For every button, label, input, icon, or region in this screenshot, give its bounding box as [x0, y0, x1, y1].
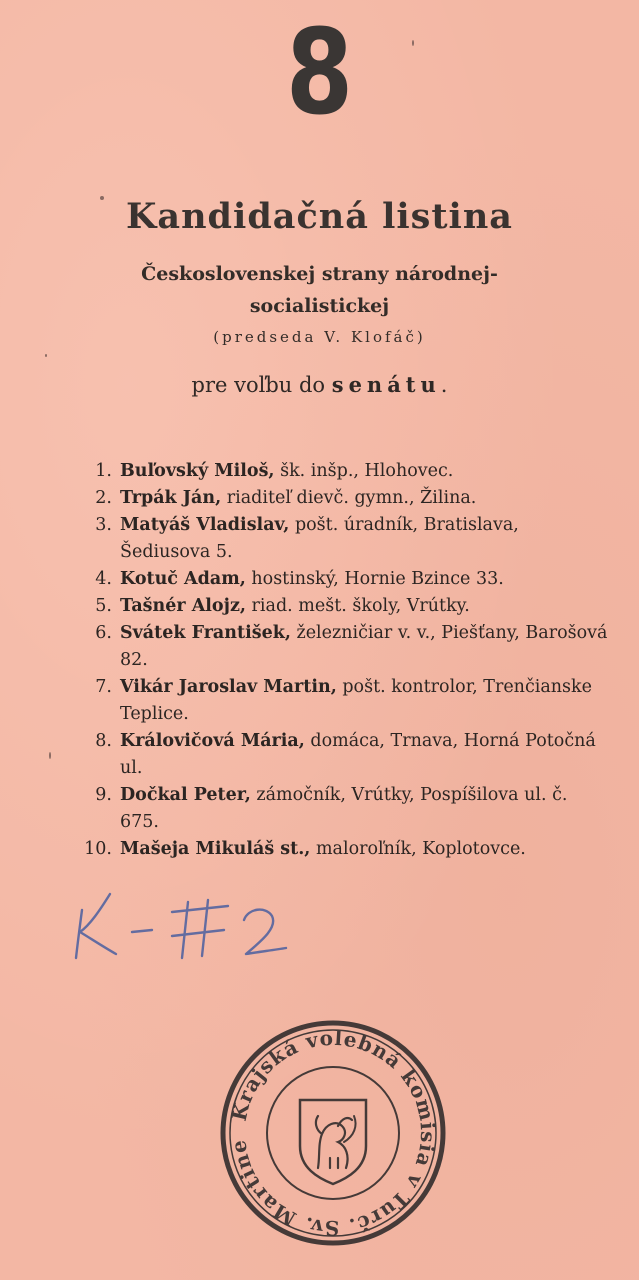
candidate-number: 1. [95, 461, 112, 481]
candidate-name: Dočkal Peter, [120, 785, 251, 805]
paper-speck [100, 196, 104, 200]
candidate-number: 7. [95, 677, 112, 697]
election-type [0, 372, 639, 397]
candidate-details: pošt. kontrolor, Trenčianske Teplice. [120, 677, 592, 724]
candidate-name: Vikár Jaroslav Martin, [120, 677, 337, 697]
party-name-line-1: Československej strany národnej- [141, 263, 498, 285]
candidate-details: pošt. úradník, Bratislava, Šediusova 5. [120, 515, 519, 562]
candidate-item [68, 593, 608, 620]
candidate-details: zámočník, Vrútky, Pospíšilova ul. č. 675. [120, 785, 568, 832]
candidate-number: 5. [95, 596, 112, 616]
candidate-item [68, 485, 608, 512]
candidate-name: Tašnér Alojz, [120, 596, 246, 616]
party-name-line-2: socialistickej [249, 295, 390, 317]
candidate-name: Trpák Ján, [120, 488, 222, 508]
candidate-item [68, 620, 608, 674]
election-suffix: . [440, 373, 448, 397]
candidate-details: železničiar v. v., Piešťany, Barošová 82. [120, 623, 608, 670]
candidate-name: Královičová Mária, [120, 731, 305, 751]
candidate-item [68, 836, 608, 863]
candidate-number: 10. [84, 839, 112, 859]
candidate-name: Kotuč Adam, [120, 569, 246, 589]
ballot-title: Kandidačná listina [126, 196, 513, 237]
commission-stamp [218, 1018, 448, 1248]
candidate-details: riad. mešt. školy, Vrútky. [245, 596, 470, 616]
candidate-item [68, 512, 608, 566]
candidate-item [68, 674, 608, 728]
candidate-name: Buľovský Miloš, [120, 461, 275, 481]
paper-speck [49, 752, 51, 759]
candidate-number: 9. [95, 785, 112, 805]
candidate-details: domáca, Trnava, Horná Potočná ul. [120, 731, 596, 778]
candidate-item [68, 566, 608, 593]
candidate-name: Svátek František, [120, 623, 291, 643]
candidate-item [68, 458, 608, 485]
candidate-number: 3. [95, 515, 112, 535]
candidate-details: šk. inšp., Hlohovec. [274, 461, 454, 481]
election-body: senátu [331, 372, 441, 397]
candidate-details: riaditeľ dievč. gymn., Žilina. [221, 488, 477, 508]
paper-speck [45, 354, 47, 357]
handwritten-annotation [60, 880, 320, 970]
candidate-item [68, 728, 608, 782]
ballot-number: 8 [285, 3, 354, 141]
candidate-name: Mašeja Mikuláš st., [120, 839, 311, 859]
election-prefix: pre voľbu do [191, 373, 326, 397]
candidate-name: Matyáš Vladislav, [120, 515, 290, 535]
candidate-details: maloroľník, Koplotovce. [310, 839, 526, 859]
candidate-number: 6. [95, 623, 112, 643]
candidate-number: 8. [95, 731, 112, 751]
candidate-list [68, 458, 608, 863]
candidate-details: hostinský, Hornie Bzince 33. [245, 569, 504, 589]
candidate-number: 2. [95, 488, 112, 508]
candidate-number: 4. [95, 569, 112, 589]
paper-speck [412, 40, 414, 46]
candidate-item [68, 782, 608, 836]
svg-text:Krajská volebná komisia v Turč: Krajská volebná komisia v Turč. Sv. Martine [226, 1025, 441, 1241]
party-chairman: (predseda V. Klofáč) [213, 328, 426, 346]
party-name [0, 258, 639, 322]
